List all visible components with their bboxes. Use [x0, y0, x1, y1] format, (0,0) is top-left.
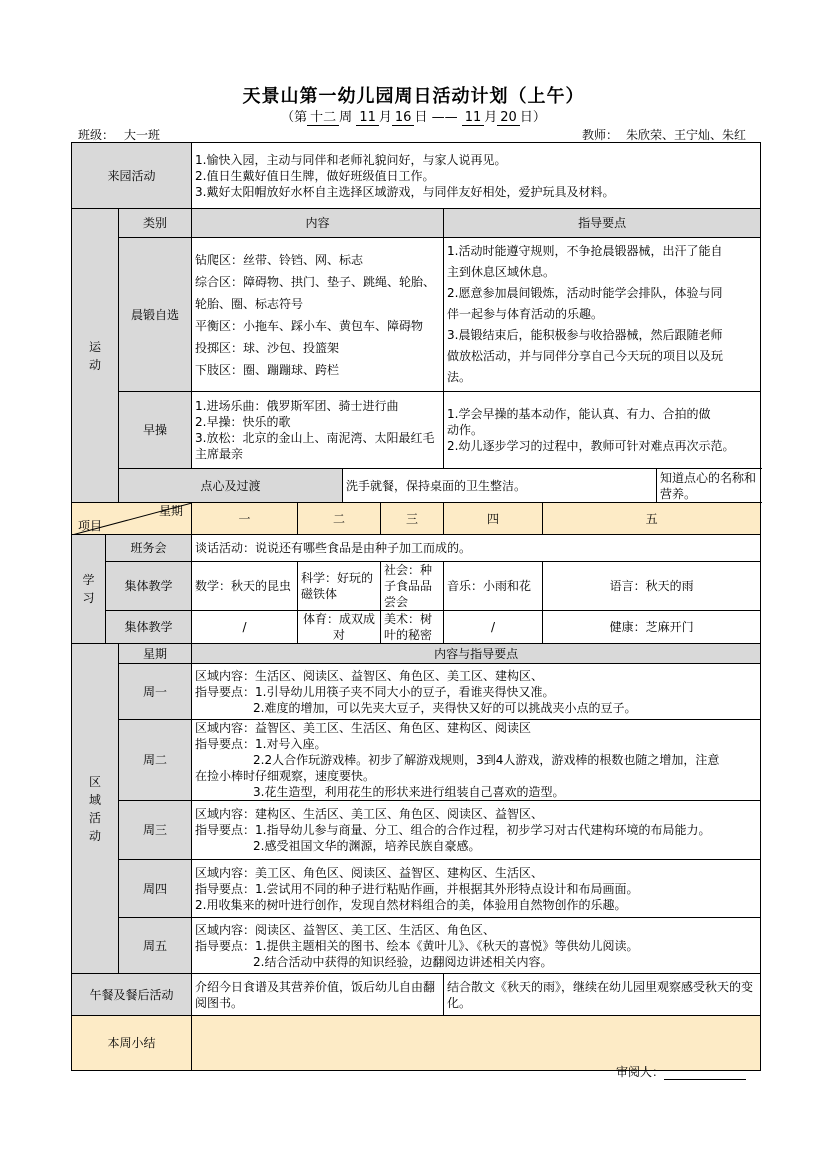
group2-wed: 美术：树叶的秘密 — [381, 611, 444, 644]
group1-mon: 数学：秋天的昆虫 — [192, 562, 298, 611]
area-day-fri: 周五 — [119, 918, 192, 974]
arrival-label: 来园活动 — [72, 143, 192, 209]
teacher-info: 教师： 朱欣荣、王宁灿、朱红 — [582, 128, 747, 142]
area-content-mon: 区域内容：生活区、阅读区、益智区、角色区、美工区、建构区、 指导要点：1.引导幼儿用筷子夹不同大小的豆子，看谁夹得快又准。 2.难度的增加，可以先夹大豆子，夹得快又好的可以挑战夹小点的豆子。 — [192, 664, 761, 720]
group2-tue: 体育：成双成对 — [298, 611, 381, 644]
end-month: 11 — [462, 111, 485, 126]
class-meeting-label: 班务会 — [106, 535, 192, 562]
area-content-wed: 区域内容：建构区、生活区、美工区、角色区、阅读区、益智区、 指导要点：1.指导幼儿参与商量、分工、组合的合作过程，初步学习对古代建构环境的布局能力。 2.感受祖国文华的渊源，培养民族自豪感。 — [192, 801, 761, 860]
arrival-content: 1.愉快入园，主动与同伴和老师礼貌问好，与家人说再见。 2.值日生戴好值日生牌，做好班级值日工作。 3.戴好太阳帽放好水杯自主选择区域游戏，与同伴友好相处，爱护玩具及材料。 — [192, 143, 761, 209]
end-day: 20 — [497, 111, 520, 126]
reviewer-signature-line[interactable] — [664, 1067, 746, 1080]
snack-label: 点心及过渡 — [119, 469, 343, 503]
plan-table — [71, 142, 761, 1071]
group1-thu: 音乐：小雨和花 — [444, 562, 543, 611]
corner-item-label: 项目 — [78, 519, 103, 533]
area-content-fri: 区域内容：阅读区、益智区、美工区、生活区、角色区、 指导要点：1.提供主题相关的图书、绘本《黄叶儿》、《秋天的喜悦》等供幼儿阅读。 2.结合活动中获得的知识经验，边翻阅边讲述相关内容。 — [192, 918, 761, 974]
weekday-3: 三 — [381, 503, 444, 535]
weekday-2: 二 — [298, 503, 381, 535]
area-content-thu: 区域内容：美工区、角色区、阅读区、益智区、建构区、生活区、 指导要点：1.尝试用不同的种子进行粘贴作画，并根据其外形特点设计和布局画面。 2.用收集来的树叶进行创作，发现自然材料组合的美，体验用自然物创作的乐趣。 — [192, 860, 761, 918]
group-teaching-label-2: 集体教学 — [106, 611, 192, 644]
morning-drill-points: 1.学会早操的基本动作，能认真、有力、合拍的做 动作。 2.幼儿逐步学习的过程中，教师可针对难点再次示范。 — [444, 392, 761, 469]
lunch-right: 结合散文《秋天的雨》，继续在幼儿园里观察感受秋天的变化。 — [444, 974, 761, 1016]
weekday-4: 四 — [444, 503, 543, 535]
group-teaching-label-1: 集体教学 — [106, 562, 192, 611]
area-day-thu: 周四 — [119, 860, 192, 918]
morning-drill-content: 1.进场乐曲：俄罗斯军团、骑士进行曲 2.早操：快乐的歌 3.放松：北京的金山上、南泥湾、太阳最红毛 主席最亲 — [192, 392, 444, 469]
corner-weekday-label: 星期 — [159, 504, 184, 518]
group2-thu: / — [444, 611, 543, 644]
group1-tue: 科学：好玩的磁铁体 — [298, 562, 381, 611]
week-corner — [72, 503, 192, 535]
morning-exercise-points: 1.活动时能遵守规则，不争抢晨锻器械，出汗了能自 主到休息区域休息。 2.愿意参加晨间锻炼，活动时能学会排队，体验与同 伴一起参与体育活动的乐趣。 3.晨锻结束后，能积极参与收拾器械，然后跟随老师 做放松活动，并与同伴分享自己今天玩的项目以及玩 法。 — [444, 238, 761, 392]
date-range: （第 十二 周 11 月 16 日 —— 11 月 20 日） — [281, 110, 546, 125]
sport-col-points: 指导要点 — [444, 209, 761, 238]
lunch-left: 介绍今日食谱及其营养价值，饭后幼儿自由翻阅图书。 — [192, 974, 444, 1016]
morning-drill-label: 早操 — [119, 392, 192, 469]
start-month: 11 — [356, 111, 379, 126]
weekday-5: 五 — [543, 503, 761, 535]
class-name: 大一班 — [114, 128, 204, 143]
weekday-1: 一 — [192, 503, 298, 535]
group2-mon: / — [192, 611, 298, 644]
area-label: 区域活动 — [72, 644, 119, 974]
reviewer-label: 审阅人： — [616, 1065, 665, 1079]
area-col-content: 内容与指导要点 — [192, 644, 761, 664]
group1-fri: 语言：秋天的雨 — [543, 562, 761, 611]
lunch-label: 午餐及餐后活动 — [72, 974, 192, 1016]
reviewer — [616, 1063, 746, 1080]
start-day: 16 — [392, 111, 415, 126]
sport-label: 运动 — [72, 209, 119, 503]
sport-col-content: 内容 — [192, 209, 444, 238]
class-meeting-content: 谈话活动：说说还有哪些食品是由种子加工而成的。 — [192, 535, 761, 562]
area-day-mon: 周一 — [119, 664, 192, 720]
week-number: 十二 — [307, 111, 339, 126]
teacher-names: 朱欣荣、王宁灿、朱红 — [626, 128, 747, 142]
area-content-tue: 区域内容：益智区、美工区、生活区、角色区、建构区、阅读区 指导要点：1.对号入座。 2.2人合作玩游戏棒。初步了解游戏规则，3到4人游戏，游戏棒的根数也随之增加，注意 在捡小棒时仔细观察，速度要快。 3.花生造型，利用花生的形状来进行组装自己喜欢的造型。 — [192, 720, 761, 801]
group2-fri: 健康：芝麻开门 — [543, 611, 761, 644]
area-col-day: 星期 — [119, 644, 192, 664]
class-info: 班级： 大一班 — [78, 126, 204, 143]
summary-label: 本周小结 — [72, 1016, 192, 1071]
study-label: 学习 — [72, 535, 106, 644]
area-day-tue: 周二 — [119, 720, 192, 801]
snack-content: 洗手就餐，保持桌面的卫生整洁。 — [343, 469, 657, 503]
sport-col-type: 类别 — [119, 209, 192, 238]
morning-exercise-label: 晨锻自选 — [119, 238, 192, 392]
page-title: 天景山第一幼儿园周日活动计划（上午） — [242, 86, 585, 107]
snack-points: 知道点心的名称和营养。 — [657, 469, 761, 503]
group1-wed: 社会：种子食品品尝会 — [381, 562, 444, 611]
morning-exercise-content: 钻爬区：丝带、铃铛、网、标志 综合区：障碍物、拱门、垫子、跳绳、轮胎、 轮胎、圈、标志符号 平衡区：小拖车、踩小车、黄包车、障碍物 投掷区：球、沙包、投篮架 下肢区：圈、蹦蹦球、跨栏 — [192, 238, 444, 392]
area-day-wed: 周三 — [119, 801, 192, 860]
